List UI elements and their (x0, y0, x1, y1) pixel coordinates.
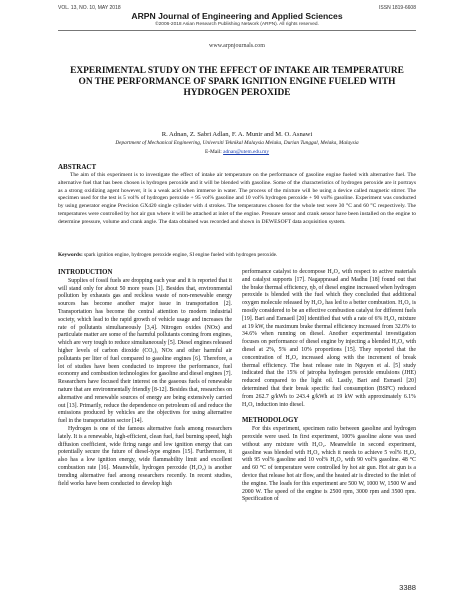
email-label: E-Mail: (204, 149, 222, 155)
volume-info: VOL. 13, NO. 10, MAY 2018 (58, 5, 121, 11)
author-affiliation: Department of Mechanical Engineering, Universiti Teknikal Malaysia Melaka, Durian Tunggal, Melaka, Malaysia (115, 140, 359, 146)
keywords-text: spark ignition engine, hydrogen peroxide engine, SI engine fueled with hydrogen peroxide. (84, 252, 278, 258)
paper-title: EXPERIMENTAL STUDY ON THE EFFECT OF INTAKE AIR TEMPERATURE ON THE PERFORMANCE OF SPARK IGNITION ENGINE FUELED WITH HYDROGEN PEROXIDE (70, 66, 404, 99)
email-line (0, 149, 474, 155)
section-gap (242, 409, 416, 417)
intro-paragraph-1: Supplies of fossil fuels are dropping each year and it is reported that it will stand only for about 50 more years [1]. Besides that, environmental pollution by exhausts gas and reckless waste of non-renewable energy sources has become another major issue in transportation [2]. Transportation has become the central attention to modern industrial society, which lead to the rapid growth of vehicle usage and increases the rate of pollutants simultaneously [3,4]. Nitrogen oxides (NOx) and particulate matter are some of the harmful pollutants coming from engines, which are very tough to reduce simultaneously [5]. Diesel engines released higher levels of carbon dioxide (CO₂), NOx and other harmful air pollutants per liter of fuel compared to gasoline engines [6]. Therefore, a lot of studies have been conducted to improve the performance, fuel economy and combustion technologies for gasoline and diesel engines [7]. Researchers have focused their interest on the gaseous fuels of renewable nature that are environmentally friendly [8-12]. Besides that, researches on alternative and renewable sources of energy are being extensively carried out [13]. Primarily, reduce the dependence on petroleum oil and reduce the emissions produced by vehicles are the objectives for using alternative fuel in the transportation sector [14]. (58, 277, 233, 425)
keywords-line (58, 252, 416, 259)
paper-authors: R. Adnan, Z. Sabri Adlan, F. A. Munir and M. O. Asnawi (161, 131, 313, 138)
page-number: 3388 (399, 583, 416, 592)
header-rule (58, 30, 416, 31)
abstract-heading: ABSTRACT (58, 163, 97, 171)
methodology-heading: METHODOLOGY (242, 417, 299, 425)
journal-name: ARPN Journal of Engineering and Applied Sciences (131, 11, 343, 21)
intro-paragraph-2: Hydrogen is one of the famous alternative fuels among researchers lately. It is a renewable, high-efficient, clean fuel, fuel burning speed, high diffusion coefficient, wide firing range and low ignition energy that can potentially secure the future of diesel-type engines [15]. Furthermore, it also has a low ignition energy, wide flammability limit and excellent combustion rate [16]. Meanwhile, hydrogen peroxide (H₂O₂) is another trending alternative fuel among researchers recently. In recent studies, field works have been conducted to develop high (58, 425, 232, 487)
copyright-line: ©2006-2018 Asian Research Publishing Network (ARPN). All rights reserved. (155, 22, 319, 27)
author-email-link[interactable]: adnan@utem.edu.my (223, 149, 270, 155)
journal-url[interactable]: www.arpnjournals.com (209, 43, 265, 49)
keywords-label: Keywords: (58, 252, 83, 258)
methodology-paragraph-1: For this experiment, specimen ratio between gasoline and hydrogen peroxide were used. In first experiment, 100% gasoline alone was used without any mixture with H₂O₂. Meanwhile in second experiment, gasoline was blended with H₂O₂ which it needs to achieve 5 vol% H₂O₂ with 95 vol% gasoline and 10 vol% H₂O₂ with 90 vol% gasoline. 48 °C and 60 °C of temperature were controlled by hot air gun. Hot air gun is a device that release hot air flow, and the heated air is directed to the inlet of the engine. The loads for this experiment are 500 W, 1000 W, 1500 W and 2000 W. The speed of the engine is 2500 rpm, 3000 rpm and 3500 rpm. Specification of (242, 426, 416, 503)
abstract-body: The aim of this experiment is to investigate the effect of intake air temperature on the performance of gasoline engine fueled with alternative fuel. The alternative fuel that has been chosen is hydrogen peroxide and it will be blended with gasoline. Some of the characteristics of hydrogen peroxide are it portrays as a strong oxidizing agent however, it is a weak acid when immerse in water. The process of the mixture will be using a device called magnetic stirrer. The specimen used for the test is 5 vol% of hydrogen peroxide + 95 vol% gasoline and 10 vol% hydrogen peroxide + 90 vol% gasoline. Experiment was conducted by using generator engine Precision GX420 single cylinder with 4 strokes. The temperatures chosen for the whole test were 30 °C and 60 °C respectively. The temperatures were controlled by hot air gun where it will be attached at inlet of the engine. Pressure sensor and crank sensor have been installed on the engine to determine pressure, volume and crank angle. The data obtained was recorded and shown in DEWESOFT data acquisition system. (58, 172, 416, 225)
intro-continued-paragraph: performance catalyst to decompose H₂O₂ with respect to active materials and catalyst supports [17]. Nagapprasad and Madhu [18] found out that the brake thermal efficiency, ηb, of diesel engine increased when hydrogen peroxide is blended with the fuel which they concluded that additional oxygen molecule released by H₂O₂ has led to a better combustion. H₂O₂ is mostly considered to be an effective combustion catalyst for different fuels [19]. Bari and Esmaeil [20] identified that with a rate of 6% H₂O₂ mixture at 19 kW, the maximum brake thermal efficiency increased from 32.0% to 34.6% when running on diesel. Another experimental investigation focuses on performance of diesel engine by injecting a blended H₂O₂ with diesel at 2%, 5% and 10% proportions [15]. They reported that the concentration of H₂O₂ increased along with the increment of break thermal efficiency. The heat release rate in Nguyen et al. [5] study indicated that the 15% of jatropha hydrogen peroxide emulsions (JHE) reduced compared to the light oil. Lastly, Bari and Esmaeil [20] determined that their break specific fuel consumption (BSFC) reduced from 262.7 g/kWh to 243.4 g/kWh at 19 kW with approximately 6.1% H₂O₂ induction into diesel. (242, 269, 416, 408)
left-column (58, 269, 232, 488)
right-column (242, 269, 416, 504)
introduction-heading: INTRODUCTION (58, 269, 113, 276)
issn-info: ISSN 1819-6608 (379, 5, 416, 11)
